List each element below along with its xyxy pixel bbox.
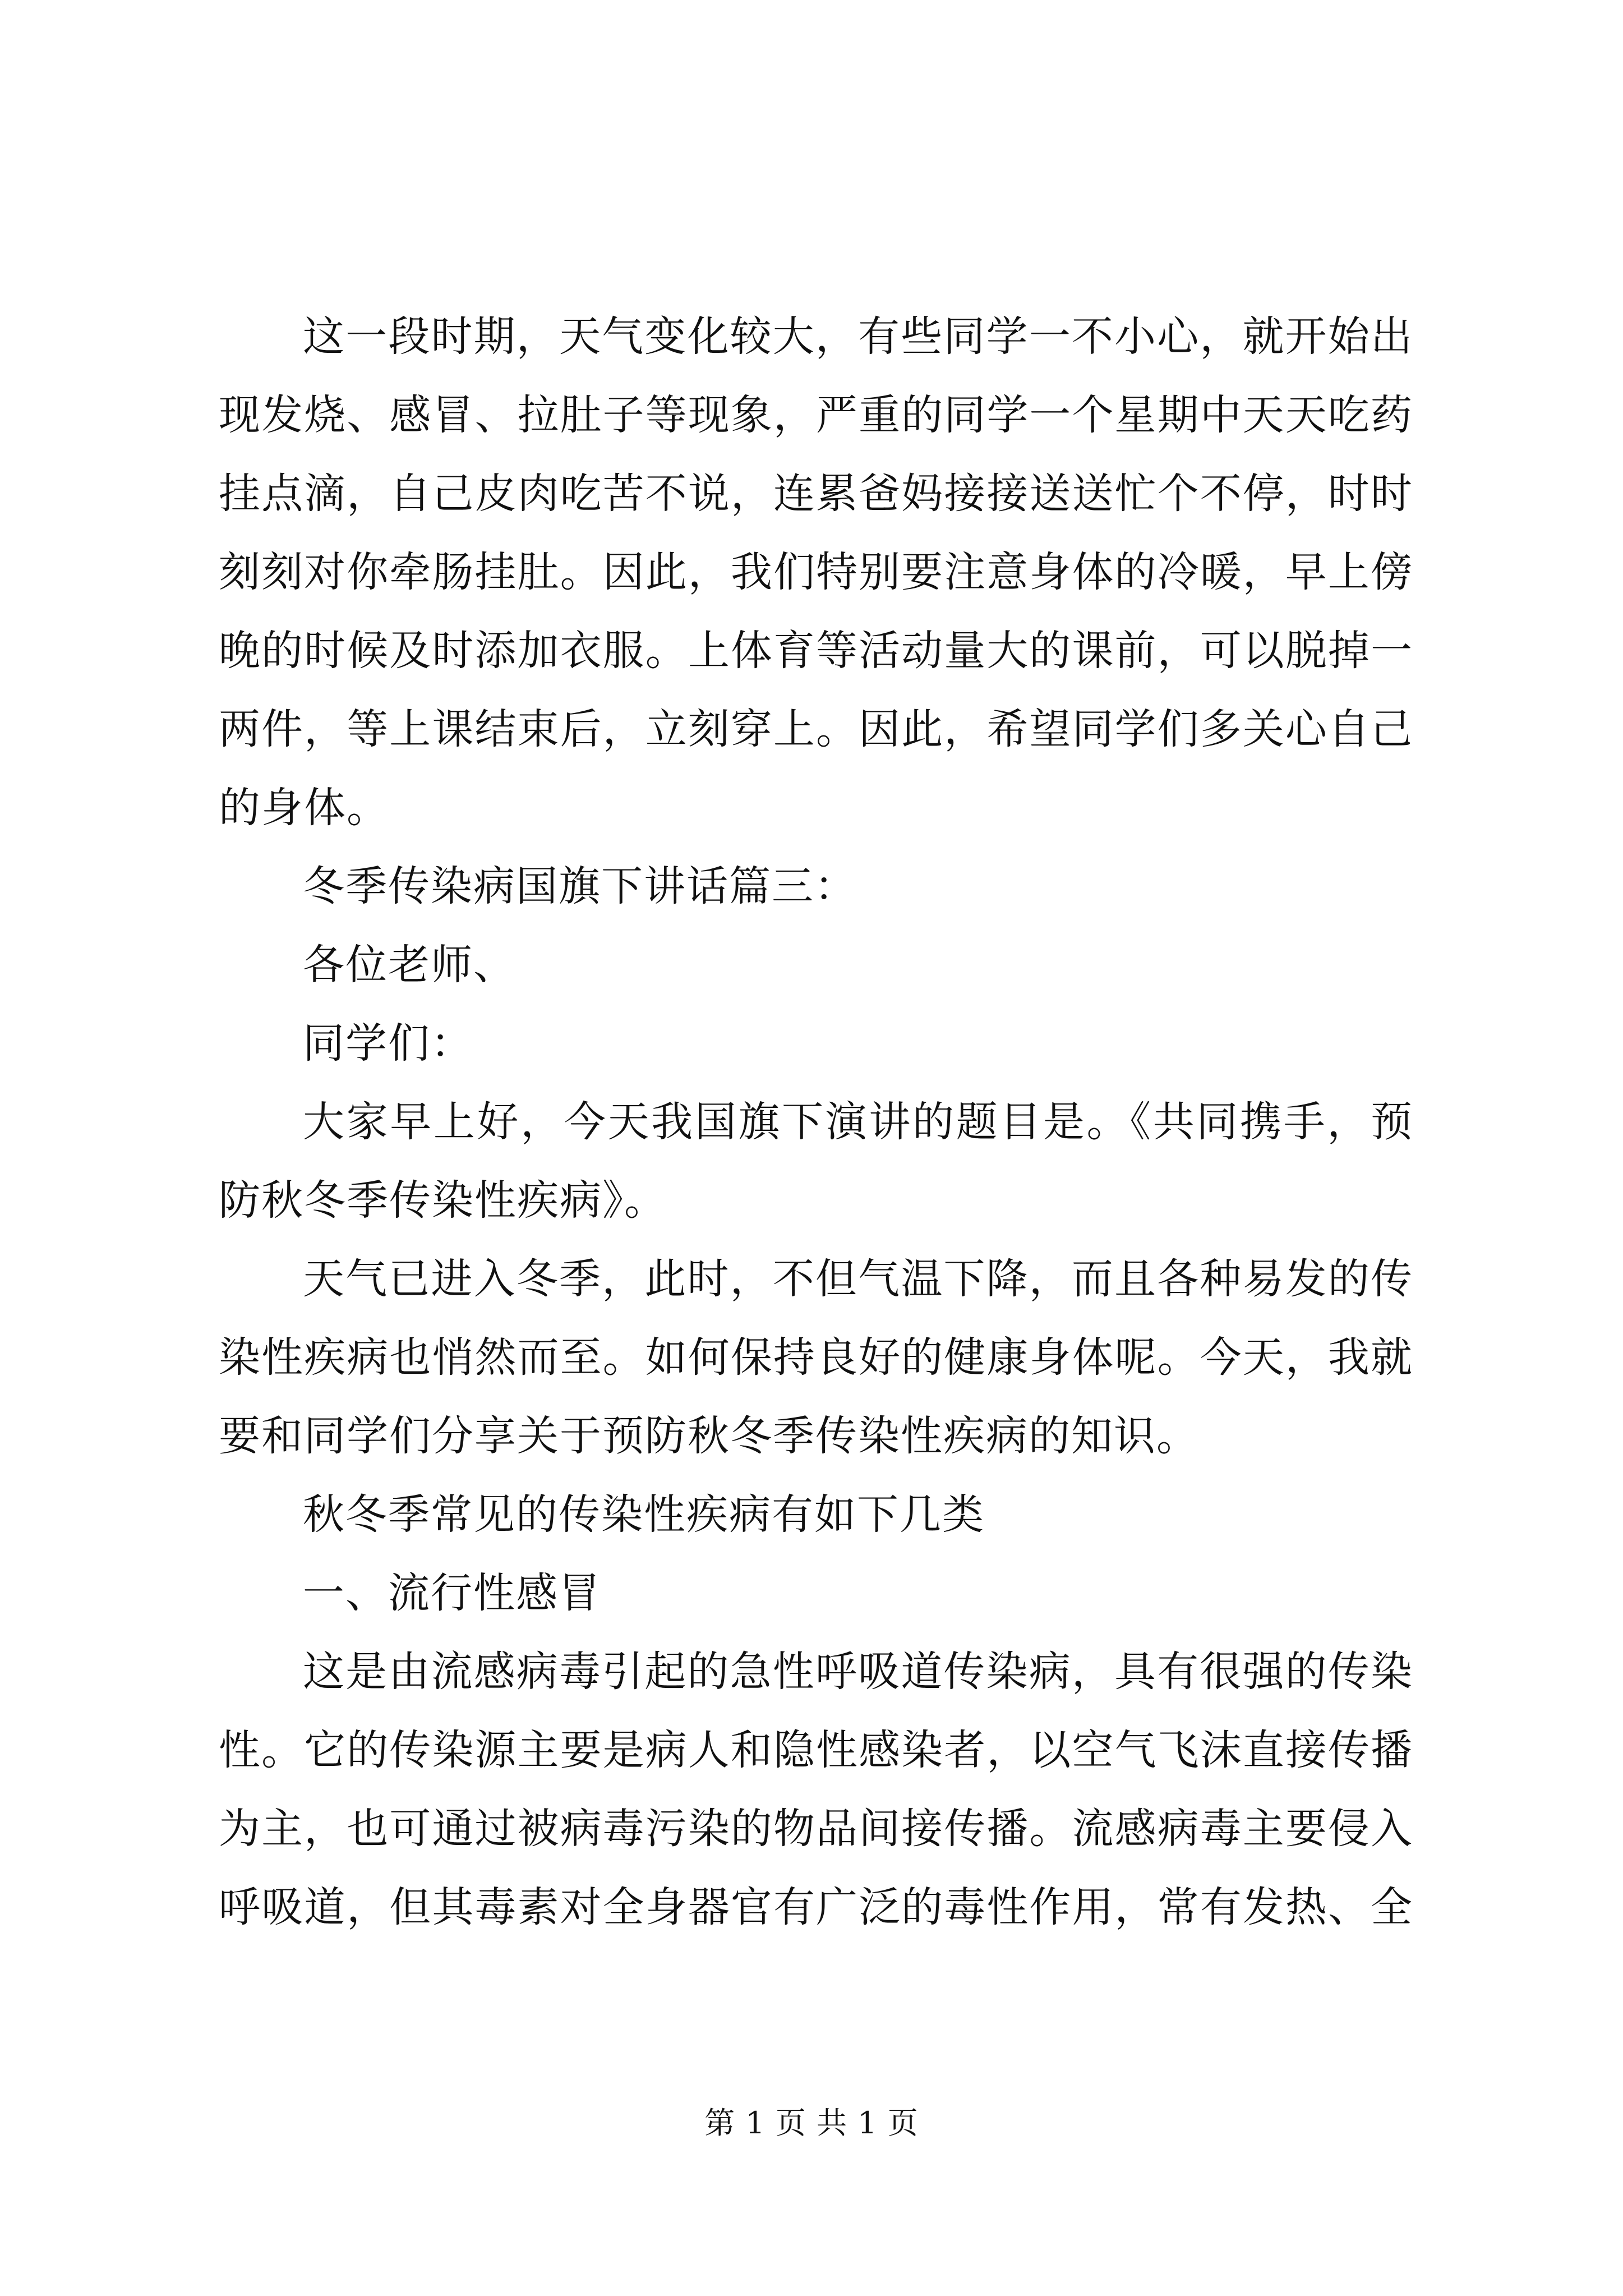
paragraph-line: 大家早上好，今天我国旗下演讲的题目是。《共同携手，预	[303, 1098, 1413, 1146]
paragraph-line: 挂点滴，自己皮肉吃苦不说，连累爸妈接接送送忙个不停，时时	[219, 470, 1413, 518]
salutation-line: 同学们：	[303, 1019, 473, 1068]
salutation-line: 各位老师、	[303, 941, 516, 989]
subsection-heading: 一、流行性感冒	[303, 1569, 601, 1617]
page-number-footer: 第 1 页 共 1 页	[704, 2105, 919, 2141]
paragraph-line: 晚的时候及时添加衣服。上体育等活动量大的课前，可以脱掉一	[219, 627, 1413, 675]
paragraph-line: 现发烧、感冒、拉肚子等现象，严重的同学一个星期中天天吃药	[219, 391, 1413, 439]
section-heading: 冬季传染病国旗下讲话篇三：	[303, 862, 857, 910]
paragraph-line: 这是由流感病毒引起的急性呼吸道传染病，具有很强的传染	[303, 1648, 1413, 1696]
paragraph-line: 天气已进入冬季，此时，不但气温下降，而且各种易发的传	[303, 1255, 1413, 1303]
paragraph-line: 这一段时期，天气变化较大，有些同学一不小心，就开始出	[303, 312, 1413, 361]
paragraph-line: 为主，也可通过被病毒污染的物品间接传播。流感病毒主要侵入	[219, 1805, 1413, 1853]
paragraph-line: 的身体。	[219, 784, 389, 832]
paragraph-line: 秋冬季常见的传染性疾病有如下几类	[303, 1490, 985, 1539]
paragraph-line: 刻刻对你牵肠挂肚。因此，我们特别要注意身体的冷暖，早上傍	[219, 548, 1413, 596]
paragraph-line: 呼吸道，但其毒素对全身器官有广泛的毒性作用，常有发热、全	[219, 1883, 1413, 1931]
paragraph-line: 性。它的传染源主要是病人和隐性感染者，以空气飞沫直接传播	[219, 1726, 1413, 1774]
paragraph-line: 防秋冬季传染性疾病》。	[219, 1176, 667, 1225]
paragraph-line: 两件，等上课结束后，立刻穿上。因此，希望同学们多关心自己	[219, 705, 1413, 753]
document-body	[219, 297, 1413, 1947]
paragraph-line: 染性疾病也悄然而至。如何保持良好的健康身体呢。今天，我就	[219, 1333, 1413, 1382]
paragraph-line: 要和同学们分享关于预防秋冬季传染性疾病的知识。	[219, 1412, 1199, 1460]
